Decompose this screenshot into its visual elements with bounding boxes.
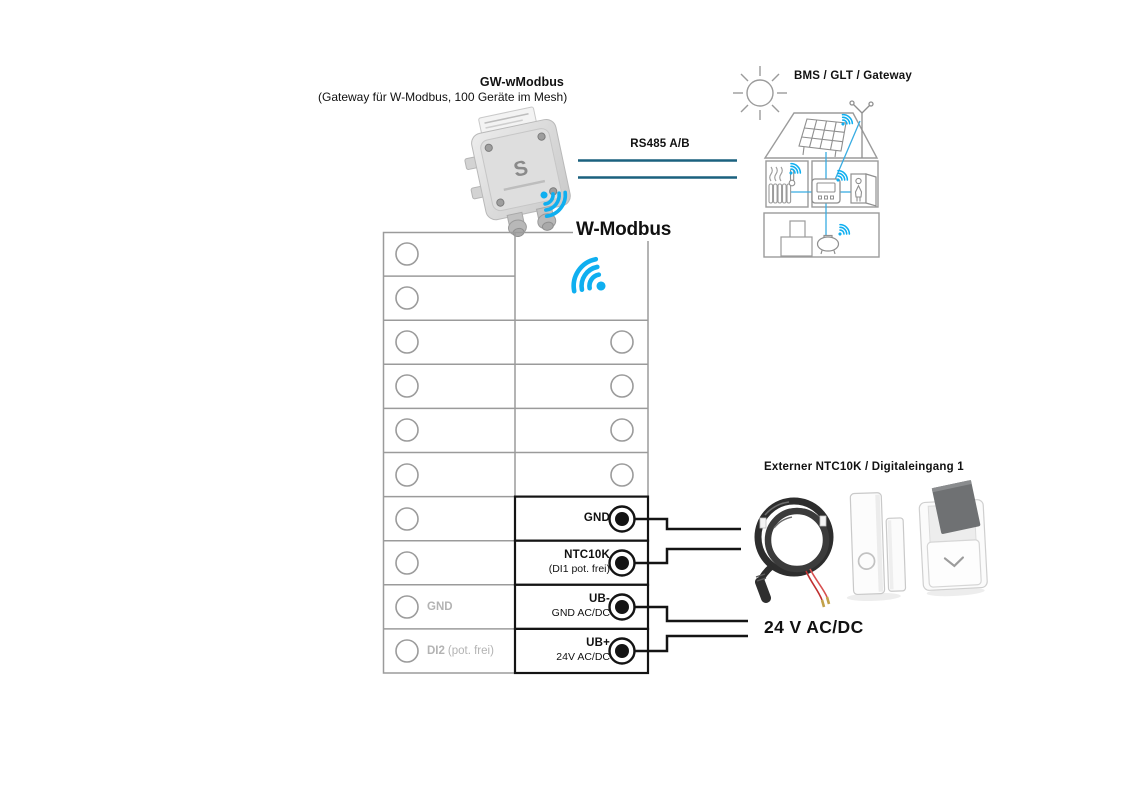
rs485-label: RS485 A/B [630, 138, 690, 150]
terminal-label-ub-minus: UB- GND AC/DC [551, 593, 610, 619]
gateway-subtitle: (Gateway für W-Modbus, 100 Geräte im Mesh) [318, 90, 568, 104]
left-label-di2: DI2 (pot. frei) [427, 645, 494, 657]
wmodbus-label: W-Modbus [573, 219, 674, 241]
key-card-switch-photo [918, 479, 988, 597]
cable-gland [506, 212, 528, 238]
sun-icon [733, 66, 787, 120]
ss-logo: S [511, 156, 531, 182]
thermostat-icon [812, 179, 840, 203]
ntc-cable-sensor-photo [756, 501, 830, 607]
left-label-gnd: GND [427, 601, 453, 613]
gateway-device-photo [457, 103, 577, 244]
terminal-label-ntc10k: NTC10K (DI1 pot. frei) [548, 549, 610, 575]
power-supply-label: 24 V AC/DC [764, 617, 864, 637]
probe-tip [760, 582, 766, 598]
terminal-label-ub-plus: UB+ 24V AC/DC [556, 637, 610, 663]
rs485-bus-lines [578, 161, 737, 178]
external-input-label: Externer NTC10K / Digitaleingang 1 [764, 461, 964, 473]
building-illustration [764, 101, 879, 257]
gateway-title-block [318, 75, 568, 105]
door-person-icon [851, 174, 876, 206]
bms-label: BMS / GLT / Gateway [794, 70, 912, 82]
gateway-title: GW-wModbus [479, 75, 564, 89]
terminal-label-gnd: GND [583, 512, 610, 524]
wifi-icon [568, 255, 616, 305]
door-contact-photo [843, 492, 906, 602]
